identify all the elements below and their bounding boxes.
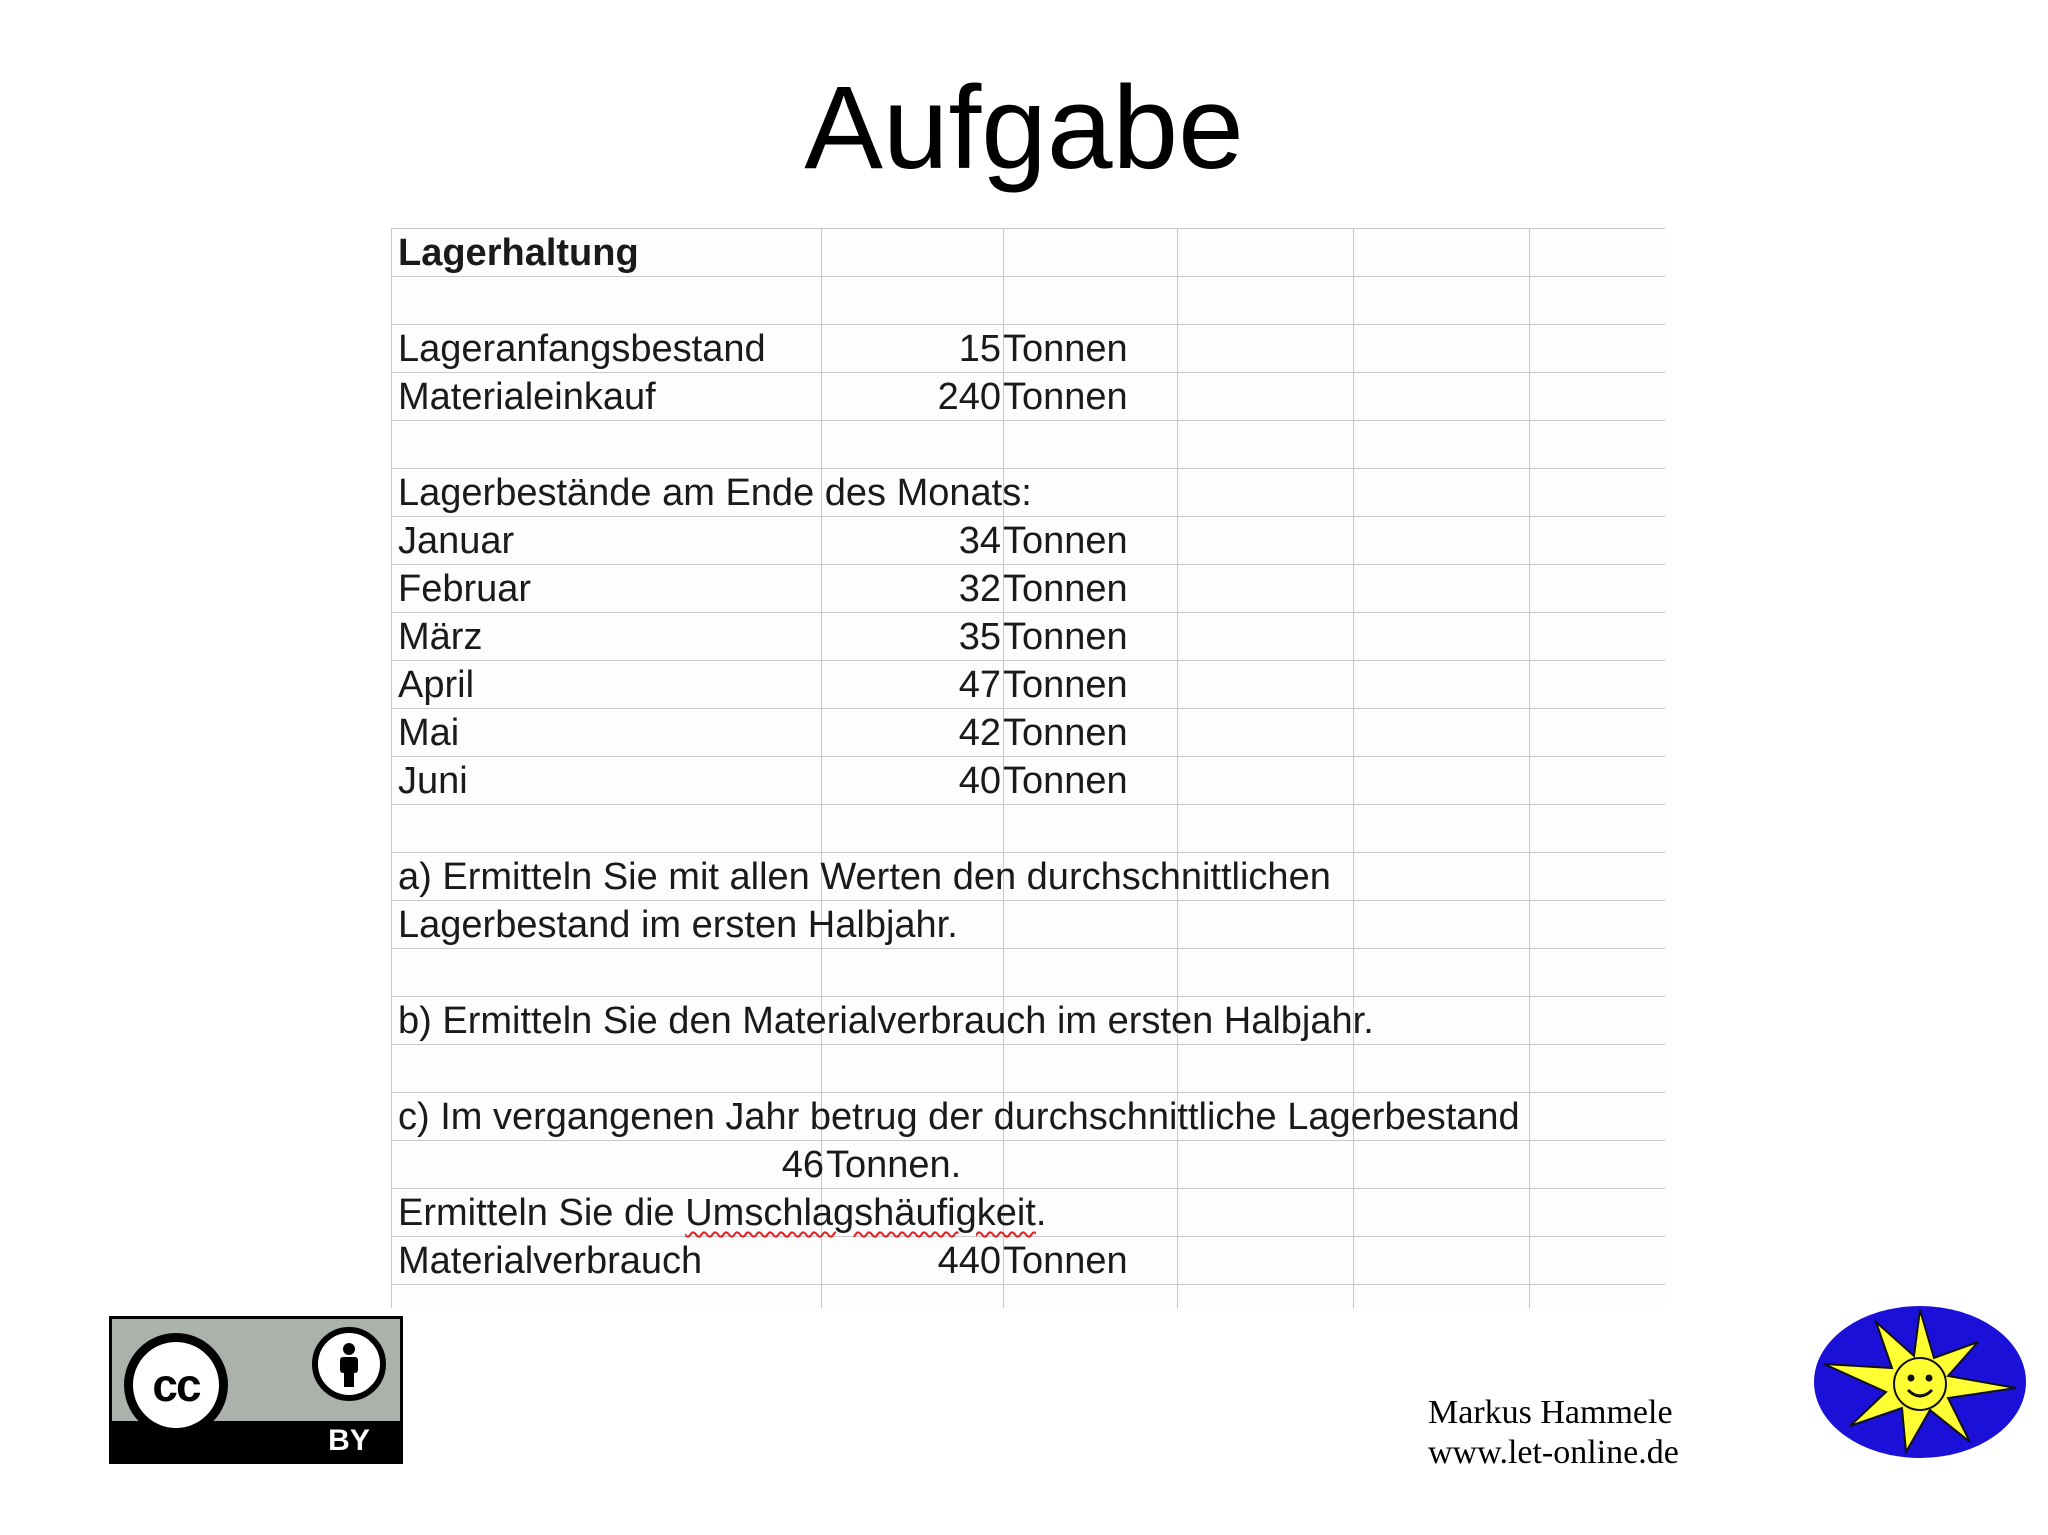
grid-column-line	[391, 228, 392, 1308]
grid-column-line	[1353, 228, 1354, 1308]
author-name: Markus Hammele	[1428, 1394, 1673, 1431]
task-c-question-suffix: .	[1035, 1192, 1047, 1234]
row-unit: Tonnen	[1003, 328, 1128, 370]
row-unit: Tonnen	[1003, 376, 1128, 418]
month-label: Februar	[398, 568, 532, 610]
sun-logo-icon	[1810, 1302, 2030, 1462]
task-c-line-1: c) Im vergangenen Jahr betrug der durchschnittliche Lagerbestand	[398, 1096, 1520, 1138]
task-a-line-2: Lagerbestand im ersten Halbjahr.	[398, 904, 958, 946]
task-c-unit: Tonnen.	[826, 1144, 962, 1186]
grid-row-line	[391, 420, 1665, 421]
section-label: Lagerbestände am Ende des Monats:	[398, 472, 1032, 514]
month-unit: Tonnen	[1003, 520, 1128, 562]
row-value: 240	[937, 376, 1001, 418]
by-label: BY	[328, 1424, 370, 1457]
slide-title: Aufgabe	[804, 62, 1244, 194]
row-label: Materialverbrauch	[398, 1240, 703, 1282]
month-value: 40	[958, 760, 1001, 802]
month-unit: Tonnen	[1003, 664, 1128, 706]
row-label: Materialeinkauf	[398, 376, 656, 418]
month-value: 47	[958, 664, 1001, 706]
month-label: Juni	[398, 760, 468, 802]
grid-row-line	[391, 276, 1665, 277]
task-c-value: 46	[781, 1144, 824, 1186]
person-icon	[312, 1327, 386, 1401]
cc-by-icon	[109, 1316, 403, 1464]
month-label: Mai	[398, 712, 460, 754]
cc-circle-icon: cc	[124, 1333, 228, 1437]
month-unit: Tonnen	[1003, 712, 1128, 754]
month-unit: Tonnen	[1003, 568, 1128, 610]
task-b: b) Ermitteln Sie den Materialverbrauch im ersten Halbjahr.	[398, 1000, 1374, 1042]
row-unit: Tonnen	[1003, 1240, 1128, 1282]
grid-row-line	[391, 1140, 1665, 1141]
task-a-line-1: a) Ermitteln Sie mit allen Werten den durchschnittlichen	[398, 856, 1331, 898]
grid-column-line	[1177, 228, 1178, 1308]
month-unit: Tonnen	[1003, 760, 1128, 802]
grid-row-line	[391, 948, 1665, 949]
month-value: 42	[958, 712, 1001, 754]
grid-row-line	[391, 1284, 1665, 1285]
month-value: 35	[958, 616, 1001, 658]
spellcheck-word: Umschlagshäufigkeit	[685, 1192, 1036, 1234]
month-value: 34	[958, 520, 1001, 562]
task-c-question	[398, 1188, 1046, 1236]
row-value: 440	[937, 1240, 1001, 1282]
author-block	[1428, 1393, 1679, 1473]
task-c-question-prefix: Ermitteln Sie die	[398, 1192, 686, 1234]
month-unit: Tonnen	[1003, 616, 1128, 658]
month-value: 32	[958, 568, 1001, 610]
month-label: Januar	[398, 520, 515, 562]
grid-row-line	[391, 1044, 1665, 1045]
spreadsheet	[391, 228, 1665, 1308]
grid-column-line	[1529, 228, 1530, 1308]
author-url: www.let-online.de	[1428, 1434, 1679, 1471]
person-glyph	[318, 1333, 380, 1395]
month-label: März	[398, 616, 483, 658]
grid-row-line	[391, 804, 1665, 805]
month-label: April	[398, 664, 475, 706]
row-label: Lageranfangsbestand	[398, 328, 766, 370]
sheet-heading: Lagerhaltung	[398, 232, 639, 274]
row-value: 15	[958, 328, 1001, 370]
